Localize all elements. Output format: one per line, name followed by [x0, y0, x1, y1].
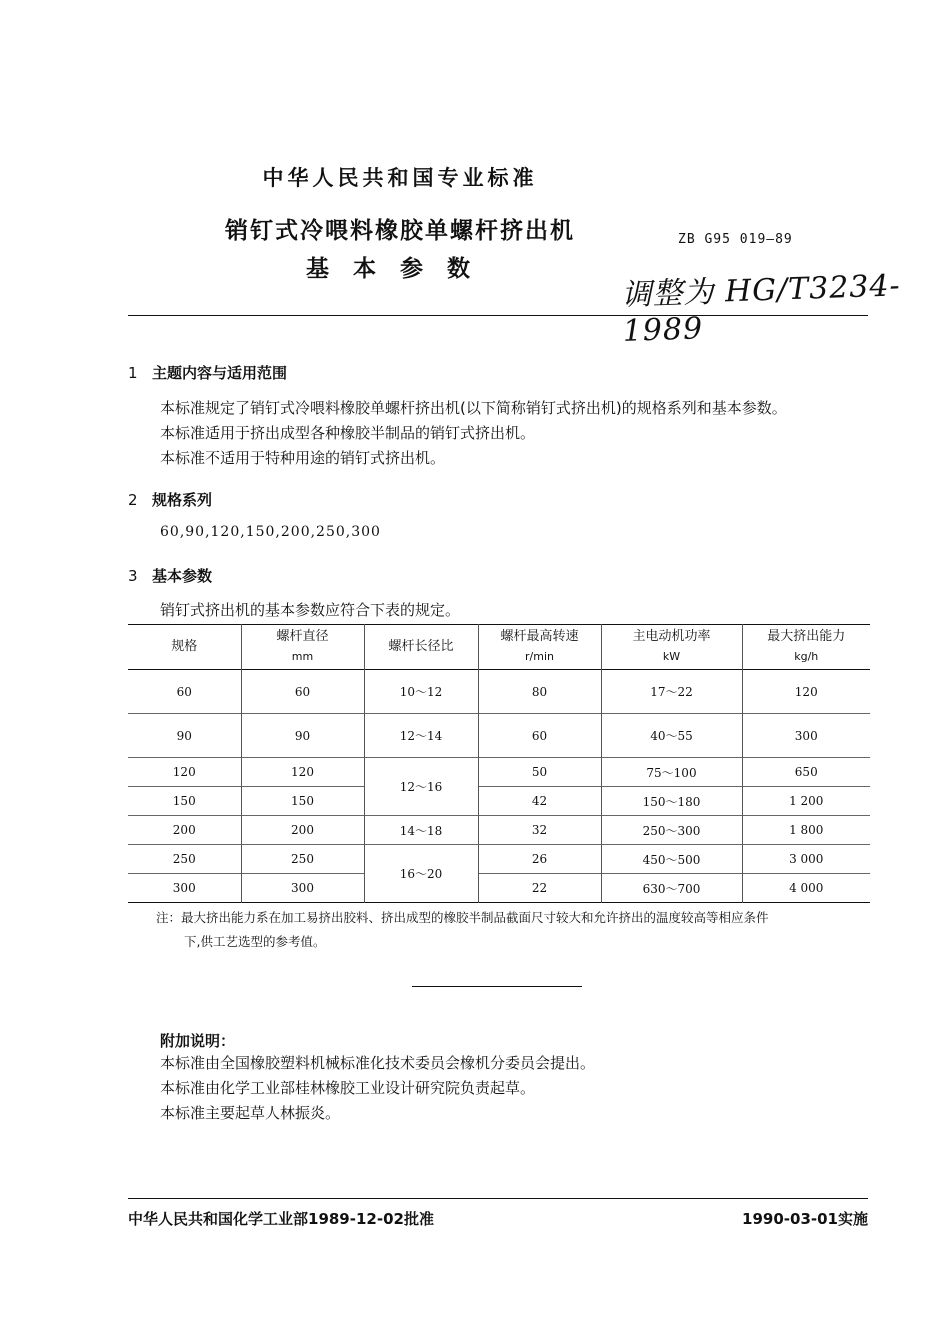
table-row — [128, 816, 870, 845]
cell-capacity: 4 000 — [742, 874, 870, 903]
cell-speed: 22 — [478, 874, 601, 903]
cell-ratio: 12～14 — [364, 714, 478, 758]
cell-capacity: 120 — [742, 670, 870, 714]
table-row — [128, 714, 870, 758]
cell-power: 75～100 — [601, 758, 742, 787]
cell-power: 40～55 — [601, 714, 742, 758]
section-number: 2 — [128, 491, 138, 509]
paragraph: 本标准适用于挤出成型各种橡胶半制品的销钉式挤出机。 — [160, 424, 536, 442]
section-number: 1 — [128, 364, 138, 382]
cell-power: 150～180 — [601, 787, 742, 816]
document-subtitle: 基本参数 — [306, 256, 494, 282]
cell-spec: 120 — [172, 765, 196, 779]
section-title: 基本参数 — [152, 567, 213, 585]
section-number: 3 — [128, 567, 138, 585]
cell-speed: 26 — [478, 845, 601, 874]
cell-diameter: 300 — [241, 874, 364, 903]
cell-diameter: 120 — [241, 758, 364, 787]
cell-spec: 150 — [172, 794, 196, 808]
cell-diameter: 150 — [241, 787, 364, 816]
column-unit: kg/h — [794, 650, 819, 663]
cell-speed: 60 — [478, 714, 601, 758]
additional-line: 本标准由化学工业部桂林橡胶工业设计研究院负责起草。 — [160, 1079, 536, 1097]
document-title: 销钉式冷喂料橡胶单螺杆挤出机 — [225, 218, 575, 244]
cell-ratio: 12～16 — [364, 758, 478, 816]
handwritten-annotation: 调整为 HG/T3234-1989 — [620, 268, 902, 349]
divider — [412, 986, 582, 987]
spec-series: 60,90,120,150,200,250,300 — [160, 524, 381, 540]
section-title: 规格系列 — [152, 491, 213, 509]
cell-capacity: 3 000 — [742, 845, 870, 874]
additional-notes — [160, 1051, 595, 1126]
section-1-heading — [128, 362, 287, 383]
column-header: 规格 — [171, 639, 198, 654]
cell-spec: 200 — [172, 823, 196, 837]
section-title: 主题内容与适用范围 — [152, 364, 288, 382]
table-row — [128, 845, 870, 874]
cell-speed: 32 — [478, 816, 601, 845]
column-header: 螺杆最高转速 r/min — [478, 625, 601, 670]
table-row — [128, 758, 870, 787]
column-header: 螺杆长径比 — [364, 625, 478, 670]
additional-line: 本标准主要起草人林振炎。 — [160, 1104, 341, 1122]
column-header: 主电动机功率 kW — [601, 625, 742, 670]
section-1-body — [160, 396, 787, 471]
cell-power: 630～700 — [601, 874, 742, 903]
table-intro: 销钉式挤出机的基本参数应符合下表的规定。 — [160, 601, 461, 619]
table-header-row — [128, 625, 870, 670]
cell-diameter: 60 — [241, 670, 364, 714]
paragraph: 本标准规定了销钉式冷喂料橡胶单螺杆挤出机(以下简称销钉式挤出机)的规格系列和基本参数。 — [160, 399, 787, 417]
note-line: 注：最大挤出能力系在加工易挤出胶料、挤出成型的橡胶半制品截面尺寸较大和允许挤出的温度较高等相应条件 — [156, 910, 769, 925]
table-row — [128, 670, 870, 714]
header-rule — [128, 315, 868, 316]
note-line: 下,供工艺选型的参考值。 — [184, 934, 326, 949]
table-note — [156, 906, 871, 954]
column-unit: mm — [291, 650, 314, 663]
additional-line: 本标准由全国橡胶塑料机械标准化技术委员会橡机分委员会提出。 — [160, 1054, 596, 1072]
cell-ratio: 14～18 — [364, 816, 478, 845]
cell-diameter: 90 — [241, 714, 364, 758]
column-header: 最大挤出能力 kg/h — [742, 625, 870, 670]
cell-diameter: 200 — [241, 816, 364, 845]
additional-title: 附加说明： — [160, 1032, 236, 1050]
cell-diameter: 250 — [241, 845, 364, 874]
table-row — [128, 787, 870, 816]
cell-power: 250～300 — [601, 816, 742, 845]
standard-number: ZB G95 019—89 — [678, 232, 793, 247]
approval-line: 中华人民共和国化学工业部1989-12-02批准 — [128, 1210, 434, 1228]
cell-power: 17～22 — [601, 670, 742, 714]
footer-rule — [128, 1198, 868, 1199]
table-row — [128, 874, 870, 903]
cell-ratio: 10～12 — [364, 670, 478, 714]
cell-spec: 300 — [172, 881, 196, 895]
cell-spec: 60 — [176, 684, 192, 699]
cell-capacity: 1 800 — [742, 816, 870, 845]
cell-power: 450～500 — [601, 845, 742, 874]
column-unit: kW — [662, 650, 681, 663]
cell-speed: 50 — [478, 758, 601, 787]
cell-spec: 90 — [176, 728, 192, 743]
parameter-table — [128, 624, 870, 903]
cell-capacity: 1 200 — [742, 787, 870, 816]
column-unit: r/min — [525, 650, 554, 663]
cell-spec: 250 — [172, 852, 196, 866]
section-2-heading — [128, 489, 212, 510]
cell-capacity: 300 — [742, 714, 870, 758]
effective-date: 1990-03-01实施 — [742, 1210, 868, 1228]
paragraph: 本标准不适用于特种用途的销钉式挤出机。 — [160, 449, 446, 467]
column-header: 螺杆直径 mm — [241, 625, 364, 670]
header-org: 中华人民共和国专业标准 — [262, 166, 538, 190]
cell-ratio: 16～20 — [364, 845, 478, 903]
cell-speed: 42 — [478, 787, 601, 816]
cell-capacity: 650 — [742, 758, 870, 787]
cell-speed: 80 — [478, 670, 601, 714]
section-3-heading — [128, 565, 212, 586]
